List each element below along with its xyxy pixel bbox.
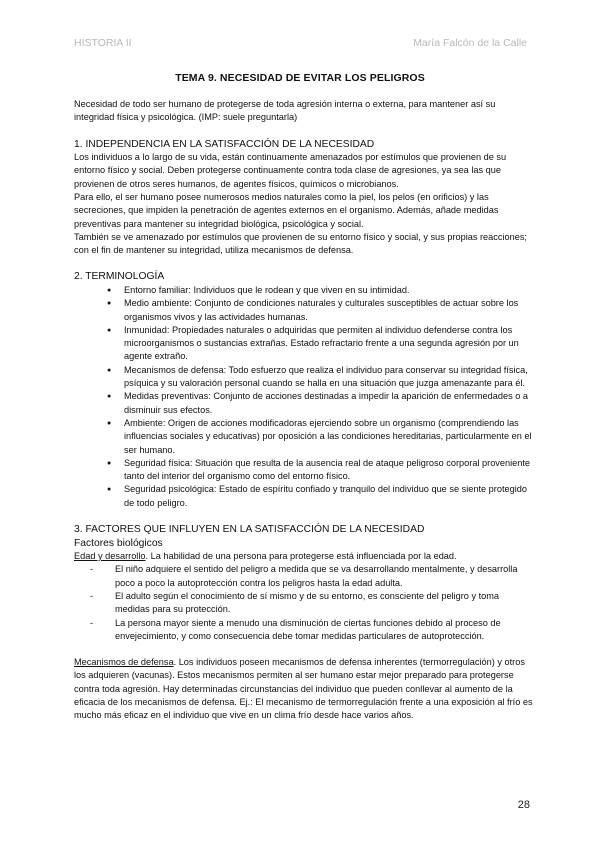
intro-paragraph: Necesidad de todo ser humano de protegerse de toda agresión interna o externa, para mantener así su integridad física y psicológica. (IMP: suele preguntarla)	[74, 99, 496, 123]
terminology-item: ● Medio ambiente: Conjunto de condiciones naturales y culturales susceptibles de actuar sobre los organismos vivos y las actividades humanas.	[107, 297, 534, 324]
section-2-heading: 2. TERMINOLOGÍA	[74, 271, 165, 283]
terminology-item: ● Inmunidad: Propiedades naturales o adquiridas que permiten al individuo defenderse contra los microorganismos o sustancias extrañas. Estado refractario frente a una segunda agresión por un agente extraño.	[107, 324, 534, 364]
mecanismos-term: Mecanismos de defensa	[74, 657, 174, 668]
terminology-item: ● Mecanismos de defensa: Todo esfuerzo que realiza el individuo para conservar su integridad física, psíquica y su valoración personal cuando se halla en una situación que juzga amenazante para él.	[107, 364, 534, 391]
mecanismos-text: . Los individuos poseen mecanismos de defensa inherentes (termorregulación) y otros los adquieren (vacunas). Estos mecanismos permiten al ser humano estar mejor preparado para protegerse contra toda agresión. Hay determinadas circunstancias del individuo que pueden conllevar al aumento de la eficacia de los mecanismos de defensa. Ej.: El mecanismo de termorregulación frente a una exposición al frío es mucho más eficaz en el individuo que vive en un clima frío desde hace varios años.	[74, 657, 533, 721]
terminology-item: ● Seguridad física: Situación que resulta de la ausencia real de ataque peligroso corporal proveniente tanto del interior del organismo como del entorno físico.	[107, 457, 534, 484]
edad-text: . La habilidad de una persona para protegerse está influenciada por la edad.	[145, 551, 457, 562]
edad-item: - El adulto según el conocimiento de sí mismo y de su entorno, es consciente del peligro y toma medidas para su protección.	[90, 590, 534, 617]
edad-list	[74, 563, 534, 643]
section-3-subheading: Factores biológicos	[74, 537, 163, 549]
edad-paragraph	[74, 550, 534, 563]
header-subject: HISTORIA II	[74, 37, 132, 49]
page-number: 28	[517, 799, 530, 811]
section-1-paragraph: También se ve amenazado por estímulos que provienen de su entorno físico y social, y sus propias reacciones; con el fin de mantener su integridad, utiliza mecanismos de defensa.	[74, 231, 527, 256]
section-1-paragraph: Los individuos a lo largo de su vida, están continuamente amenazados por estímulos que provienen de su entorno físico y social. Deben protegerse continuamente contra toda clase de agresiones, ya sea las que provienen de otros seres humanos, de agentes físicos, químicos o microbianos.	[74, 152, 507, 189]
section-1-paragraph: Para ello, el ser humano posee numerosos medios naturales como la piel, los pelos (en orificios) y las secreciones, que impiden la penetración de agentes externos en el organismo. Además, añade medidas preventivas para mantener su integridad biológica, psicológica y social.	[74, 191, 499, 229]
mecanismos-paragraph	[74, 656, 534, 722]
terminology-item: ● Ambiente: Origen de acciones modificadoras ejerciendo sobre un organismo (comprendiendo las influencias sociales y educativas) por oposición a las condiciones hereditarias, particularmente en el ser humano.	[107, 417, 534, 457]
page-title: TEMA 9. NECESIDAD DE EVITAR LOS PELIGROS	[175, 72, 425, 84]
section-1-heading: 1. INDEPENDENCIA EN LA SATISFACCIÓN DE LA NECESIDAD	[74, 138, 375, 150]
terminology-item: ● Entorno familiar: Individuos que le rodean y que viven en su intimidad.	[107, 284, 534, 297]
edad-term: Edad y desarrollo	[74, 551, 146, 562]
terminology-list	[74, 284, 534, 510]
section-3-heading: 3. FACTORES QUE INFLUYEN EN LA SATISFACCIÓN DE LA NECESIDAD	[74, 524, 425, 536]
terminology-item: ● Seguridad psicológica: Estado de espíritu confiado y tranquilo del individuo que se siente protegido de todo peligro.	[107, 483, 534, 510]
document-body	[74, 98, 534, 723]
terminology-item: ● Medidas preventivas: Conjunto de acciones destinadas a impedir la aparición de enfermedades o a disminuir sus efectos.	[107, 390, 534, 417]
edad-item: - La persona mayor siente a menudo una disminución de ciertas funciones debido al proceso de envejecimiento, y como consecuencia debe tomar medidas particulares de autoprotección.	[90, 617, 534, 644]
header-author: María Falcón de la Calle	[413, 37, 527, 49]
edad-item: - El niño adquiere el sentido del peligro a medida que se va desarrollando mentalmente, y desarrolla poco a poco la autoprotección contra los peligros hasta la edad adulta.	[90, 563, 534, 590]
